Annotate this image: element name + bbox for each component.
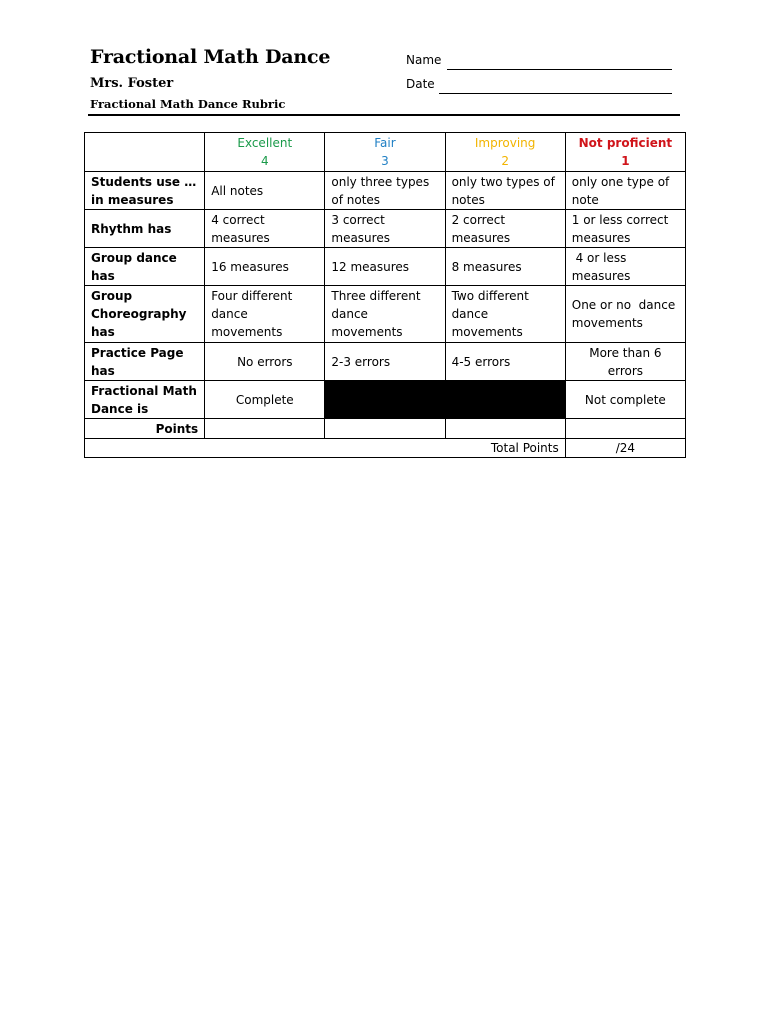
points-entry-cell[interactable] [565, 419, 685, 439]
level-header-fair [325, 133, 445, 172]
level-name: Excellent [237, 136, 293, 150]
table-row [85, 343, 686, 381]
date-field[interactable] [406, 77, 435, 91]
criterion-cell: Students use … in measures [85, 172, 205, 210]
table-header-row [85, 133, 686, 172]
table-cell: 3 correct measures [325, 210, 445, 248]
table-cell: 2-3 errors [325, 343, 445, 381]
level-name: Fair [374, 136, 396, 150]
points-label: Points [85, 419, 205, 439]
total-points-label: Total Points [85, 439, 566, 458]
level-points: 2 [501, 154, 509, 168]
name-underline [447, 69, 672, 70]
points-row [85, 419, 686, 439]
table-cell: 4-5 errors [445, 343, 565, 381]
criterion-cell: Group dance has [85, 248, 205, 286]
points-entry-cell[interactable] [325, 419, 445, 439]
table-cell: No errors [205, 343, 325, 381]
level-name: Not proficient [578, 136, 673, 150]
table-cell: 1 or less correct measures [565, 210, 685, 248]
header-corner-cell [85, 133, 205, 172]
level-header-improving [445, 133, 565, 172]
header-divider [88, 114, 680, 116]
table-row [85, 248, 686, 286]
level-name: Improving [474, 136, 536, 150]
criterion-cell: Practice Page has [85, 343, 205, 381]
table-cell: 16 measures [205, 248, 325, 286]
date-underline [439, 93, 672, 94]
rubric-table [84, 132, 686, 458]
table-row [85, 210, 686, 248]
table-cell: only one type of note [565, 172, 685, 210]
level-points: 1 [621, 154, 630, 168]
table-cell: only two types of notes [445, 172, 565, 210]
table-cell: Two different dance movements [445, 286, 565, 343]
table-cell: 4 or less measures [565, 248, 685, 286]
table-cell: 2 correct measures [445, 210, 565, 248]
teacher-name: Mrs. Foster [90, 76, 174, 91]
table-cell: Three different dance movements [325, 286, 445, 343]
table-cell: 12 measures [325, 248, 445, 286]
level-points: 4 [260, 154, 269, 168]
table-cell: 8 measures [445, 248, 565, 286]
table-cell: Complete [205, 381, 325, 419]
name-field[interactable] [406, 53, 441, 67]
table-row [85, 172, 686, 210]
criterion-cell: Group Choreography has [85, 286, 205, 343]
level-points: 3 [381, 154, 389, 168]
table-cell: only three types of notes [325, 172, 445, 210]
total-row [85, 439, 686, 458]
points-entry-cell[interactable] [445, 419, 565, 439]
table-cell: Not complete [565, 381, 685, 419]
criterion-cell: Rhythm has [85, 210, 205, 248]
date-label: Date [406, 77, 435, 91]
table-row [85, 381, 686, 419]
table-cell: All notes [205, 172, 325, 210]
page-title: Fractional Math Dance [90, 46, 331, 68]
table-cell: Four different dance movements [205, 286, 325, 343]
rubric-subtitle: Fractional Math Dance Rubric [90, 97, 286, 111]
level-header-excellent [205, 133, 325, 172]
criterion-cell: Fractional Math Dance is [85, 381, 205, 419]
table-cell: More than 6 errors [565, 343, 685, 381]
table-cell: One or no dance movements [565, 286, 685, 343]
name-label: Name [406, 53, 442, 67]
level-header-not-proficient [565, 133, 685, 172]
blacked-out-cell [325, 381, 565, 419]
points-entry-cell[interactable] [205, 419, 325, 439]
total-points-value: /24 [565, 439, 685, 458]
table-cell: 4 correct measures [205, 210, 325, 248]
table-row [85, 286, 686, 343]
